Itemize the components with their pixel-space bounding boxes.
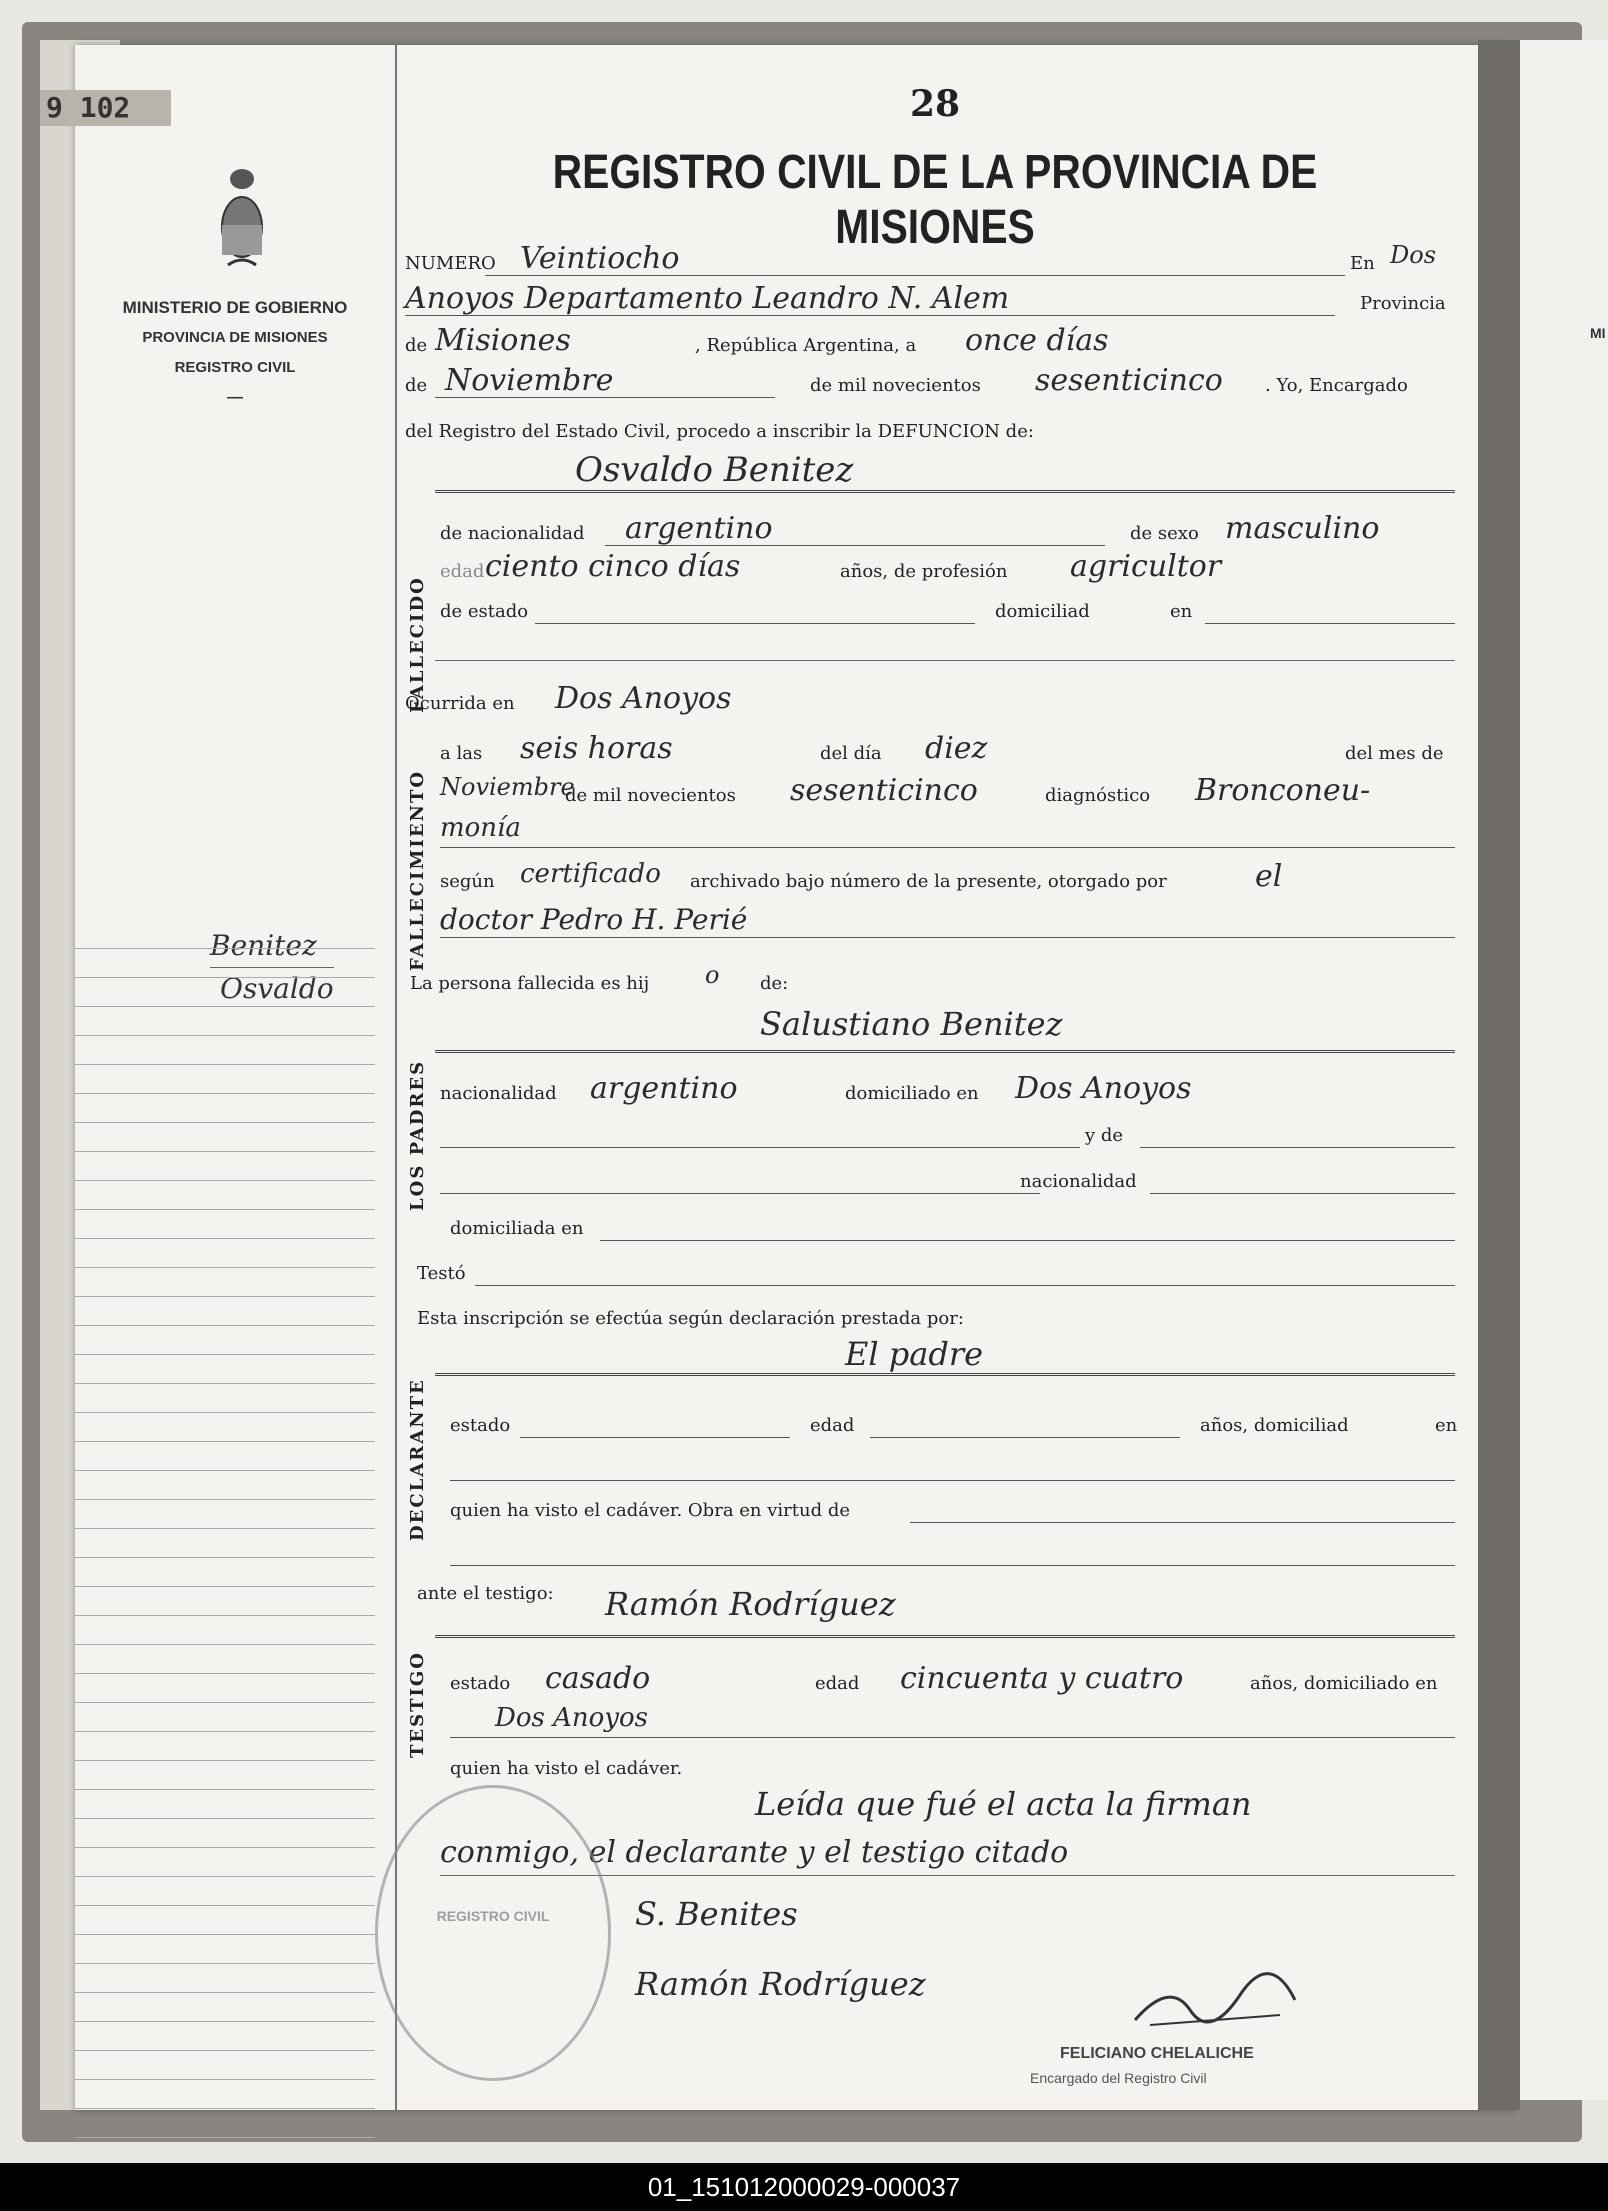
- row-fallecido-edad: [405, 549, 1465, 587]
- padre-nac-value: argentino: [590, 1071, 738, 1106]
- margin-rule-line: [75, 1036, 375, 1065]
- declarante-estado-label: estado: [450, 1415, 511, 1436]
- fallecido-nac-label: de nacionalidad: [440, 523, 585, 544]
- row-year: [405, 363, 1465, 401]
- testigo-anos-label: años, domiciliado en: [1250, 1673, 1438, 1694]
- numero-value: Veintiocho: [520, 241, 680, 276]
- testigo-name: Ramón Rodríguez: [605, 1585, 896, 1623]
- official-stamp: [375, 1785, 611, 2081]
- de-label: de: [405, 335, 428, 356]
- padres-box: [435, 1050, 1455, 1053]
- margin-rule-line: [75, 1210, 375, 1239]
- margin-rule-line: [75, 1819, 375, 1848]
- margin-rule-line: [75, 1877, 375, 1906]
- margin-rule-line: [75, 1790, 375, 1819]
- book-gutter: [1478, 40, 1520, 2110]
- stamp-text: REGISTRO CIVIL: [436, 1908, 550, 1924]
- padre-name: Salustiano Benitez: [760, 1005, 1063, 1043]
- de2-label: de: [405, 375, 428, 396]
- testigo-edad-label: edad: [815, 1673, 860, 1694]
- margin-rule-line: [75, 1703, 375, 1732]
- diag-label: diagnóstico: [1045, 785, 1151, 806]
- row-hora: [405, 731, 1465, 769]
- yde-label: y de: [1085, 1125, 1124, 1146]
- act-number: 28: [909, 83, 961, 125]
- year-value: sesenticinco: [1035, 363, 1223, 398]
- row-ocurrida: [405, 681, 1465, 719]
- ministry-line2: PROVINCIA DE MISIONES: [142, 329, 328, 346]
- margin-rule-line: [75, 1152, 375, 1181]
- folio-tab: 9 102: [40, 90, 171, 126]
- margin-rule-line: [75, 2022, 375, 2051]
- madre-nac-label: nacionalidad: [1020, 1171, 1137, 1192]
- margin-rule-line: [75, 1674, 375, 1703]
- row-place: [405, 281, 1465, 319]
- margin-ruled-lines: [75, 920, 375, 2138]
- edad-value: ciento cinco días: [485, 549, 741, 584]
- signature-1: S. Benites: [635, 1895, 798, 1933]
- dia-value: diez: [925, 731, 988, 766]
- margin-rule-line: [75, 1268, 375, 1297]
- otorgado-value: el: [1255, 859, 1283, 894]
- testigo-box: [435, 1635, 1455, 1638]
- row-diag2: [405, 813, 1465, 851]
- row-declarante-visto: [405, 1492, 1465, 1526]
- ministry-line1: MINISTERIO DE GOBIERNO: [122, 298, 348, 317]
- province-value: Misiones: [435, 323, 571, 358]
- document-title: REGISTRO CIVIL DE LA PROVINCIA DE MISIONES: [552, 146, 1318, 254]
- next-page-edge: [1520, 40, 1608, 2100]
- declarante-name: El padre: [845, 1335, 984, 1373]
- row-madre-nac: [405, 1163, 1465, 1197]
- next-page-text: MI: [1590, 325, 1606, 341]
- mes-value: Noviembre: [440, 773, 575, 801]
- margin-rule-line: [75, 1529, 375, 1558]
- officer-name: FELICIANO CHELALICHE: [1060, 2045, 1254, 2062]
- declarante-en-label: en: [1435, 1415, 1458, 1436]
- declarante-anos-label: años, domiciliad: [1200, 1415, 1349, 1436]
- margin-rule-line: [75, 1935, 375, 1964]
- sexo-value: masculino: [1225, 511, 1380, 546]
- row-blank2: [405, 1535, 1465, 1569]
- cert-value: certificado: [520, 859, 661, 889]
- ocurrida-label: Ocurrida en: [405, 693, 515, 714]
- row-hijo: [405, 961, 1465, 999]
- row-testigo-estado: [405, 1661, 1465, 1699]
- margin-rule-line: [75, 1964, 375, 1993]
- inscribe-label: del Registro del Estado Civil, procedo a inscribir la DEFUNCION de:: [405, 421, 1034, 442]
- padre-domic-value: Dos Anoyos: [1015, 1071, 1192, 1106]
- fallecimiento-year-value: sesenticinco: [790, 773, 978, 808]
- hijo-de-label: de:: [760, 973, 789, 994]
- testigo-domic-value: Dos Anoyos: [495, 1703, 648, 1733]
- edad-label: edad: [440, 561, 485, 582]
- doctor-value: doctor Pedro H. Perié: [440, 903, 748, 936]
- en-value: Dos: [1390, 241, 1437, 269]
- declaracion-label: Esta inscripción se efectúa según declaración prestada por:: [417, 1308, 964, 1329]
- numero-label: NUMERO: [405, 253, 496, 274]
- declarante-edad-label: edad: [810, 1415, 855, 1436]
- padre-nac-label: nacionalidad: [440, 1083, 557, 1104]
- margin-rule-line: [75, 920, 375, 949]
- margin-rule-line: [75, 1123, 375, 1152]
- hora-value: seis horas: [520, 731, 673, 766]
- declarante-visto-label: quien ha visto el cadáver. Obra en virtud de: [450, 1500, 851, 1521]
- fallecido-estado-label: de estado: [440, 601, 529, 622]
- provincia-label: Provincia: [1360, 293, 1446, 314]
- margin-note-line1: Benitez: [210, 925, 334, 968]
- date-value: once días: [965, 323, 1109, 358]
- archivado-label: archivado bajo número de la presente, otorgado por: [690, 871, 1167, 892]
- row-declarante-estado: [405, 1407, 1465, 1441]
- margin-rule-line: [75, 1906, 375, 1935]
- fallecimiento-year-label: de mil novecientos: [565, 785, 736, 806]
- margin-rule-line: [75, 1471, 375, 1500]
- margin-rule-line: [75, 1065, 375, 1094]
- margin-rule-line: [75, 1848, 375, 1877]
- domiciliada-label: domiciliada en: [450, 1218, 584, 1239]
- testigo-side-label: TESTIGO: [407, 1651, 428, 1759]
- officer-signature-icon: [1130, 1970, 1300, 2039]
- padres-side-label: LOS PADRES: [407, 1059, 428, 1211]
- margin-rule-line: [75, 1761, 375, 1790]
- signature-2: Ramón Rodríguez: [635, 1965, 926, 2003]
- row-testigo-visto: [405, 1750, 1465, 1784]
- separator: [435, 660, 1455, 661]
- fallecimiento-side-label: FALLECIMIENTO: [407, 769, 428, 971]
- fallecido-name: Osvaldo Benitez: [575, 450, 854, 490]
- row-testigo-domic: [405, 1703, 1465, 1741]
- place-value: Anoyos Departamento Leandro N. Alem: [405, 281, 1010, 316]
- margin-rule-line: [75, 1645, 375, 1674]
- fallecido-en-label: en: [1170, 601, 1193, 622]
- row-inscribe: [405, 413, 1465, 447]
- margin-rule-line: [75, 2051, 375, 2080]
- ministry-dash: —: [227, 389, 243, 406]
- padre-domic-label: domiciliado en: [845, 1083, 979, 1104]
- row-yde: [405, 1117, 1465, 1151]
- margin-rule-line: [75, 1094, 375, 1123]
- margin-rule-line: [75, 949, 375, 978]
- segun-label: según: [440, 871, 495, 892]
- margin-rule-line: [75, 1326, 375, 1355]
- year-label: de mil novecientos: [810, 375, 981, 396]
- margin-rule-line: [75, 1587, 375, 1616]
- margin-rule-line: [75, 1355, 375, 1384]
- declarante-box: [435, 1373, 1455, 1376]
- fallecido-side-label: FALLECIDO: [407, 576, 428, 714]
- margin-rule-line: [75, 1384, 375, 1413]
- closing-line1: Leída que fué el acta la firman: [755, 1785, 1252, 1823]
- fallecido-box: [435, 490, 1455, 493]
- row-doctor: [405, 903, 1465, 941]
- fallecido-nac-value: argentino: [625, 511, 773, 546]
- margin-rule-line: [75, 1181, 375, 1210]
- testigo-visto-label: quien ha visto el cadáver.: [450, 1758, 683, 1779]
- testo-label: Testó: [417, 1263, 466, 1284]
- sexo-label: de sexo: [1130, 523, 1199, 544]
- row-province: [405, 323, 1465, 361]
- en-label: En: [1350, 253, 1375, 274]
- row-fallecido-nac: [405, 511, 1465, 549]
- declarante-side-label: DECLARANTE: [407, 1378, 428, 1542]
- margin-rule-line: [75, 1993, 375, 2022]
- diag-value: Bronconeu-: [1195, 773, 1371, 808]
- testigo-edad-value: cincuenta y cuatro: [900, 1661, 1184, 1696]
- row-declaracion: [405, 1300, 1465, 1334]
- margin-rule-line: [75, 1442, 375, 1471]
- margin-rule-line: [75, 1732, 375, 1761]
- image-id-footer: 01_151012000029-000037: [0, 2163, 1608, 2211]
- officer-role: Encargado del Registro Civil: [1030, 2070, 1207, 2086]
- alas-label: a las: [440, 743, 483, 764]
- row-domiciliada: [405, 1210, 1465, 1244]
- row-ante: [405, 1575, 1465, 1609]
- margin-note-line2: Osvaldo: [220, 972, 334, 1005]
- coat-of-arms-icon: [218, 165, 266, 275]
- row-fallecido-estado: [405, 593, 1465, 627]
- hijo-value: o: [705, 961, 720, 989]
- diag-value2: monía: [440, 813, 521, 843]
- fallecido-domic-label: domiciliad: [995, 601, 1090, 622]
- deldia-label: del día: [820, 743, 882, 764]
- encargado-label: . Yo, Encargado: [1265, 375, 1408, 396]
- mes-label: del mes de: [1345, 743, 1444, 764]
- margin-rule-line: [75, 2109, 375, 2138]
- margin-rule-line: [75, 2080, 375, 2109]
- month-value: Noviembre: [445, 363, 614, 398]
- hijo-label: La persona fallecida es hij: [410, 973, 650, 994]
- testigo-estado-value: casado: [545, 1661, 651, 1696]
- margin-rule-line: [75, 978, 375, 1007]
- row-padre-nac: [405, 1071, 1465, 1109]
- row-mes: [405, 773, 1465, 811]
- margin-rule-line: [75, 1239, 375, 1268]
- row-segun: [405, 859, 1465, 897]
- ministry-header: [75, 293, 395, 413]
- ministry-line3: REGISTRO CIVIL: [174, 359, 296, 376]
- row-numero: [405, 241, 1465, 279]
- row-blank1: [405, 1450, 1465, 1484]
- margin-rule-line: [75, 1558, 375, 1587]
- margin-rule-line: [75, 1616, 375, 1645]
- closing-line2: conmigo, el declarante y el testigo citado: [440, 1835, 1069, 1870]
- margin-rule-line: [75, 1500, 375, 1529]
- profesion-value: agricultor: [1070, 549, 1222, 584]
- margin-rule-line: [75, 1007, 375, 1036]
- ante-label: ante el testigo:: [417, 1583, 554, 1604]
- margin-rule-line: [75, 1413, 375, 1442]
- republica-label: , República Argentina, a: [695, 335, 917, 356]
- profesion-label: años, de profesión: [840, 561, 1008, 582]
- row-testo: [405, 1255, 1465, 1289]
- ocurrida-value: Dos Anoyos: [555, 681, 732, 716]
- margin-rule-line: [75, 1297, 375, 1326]
- testigo-estado-label: estado: [450, 1673, 511, 1694]
